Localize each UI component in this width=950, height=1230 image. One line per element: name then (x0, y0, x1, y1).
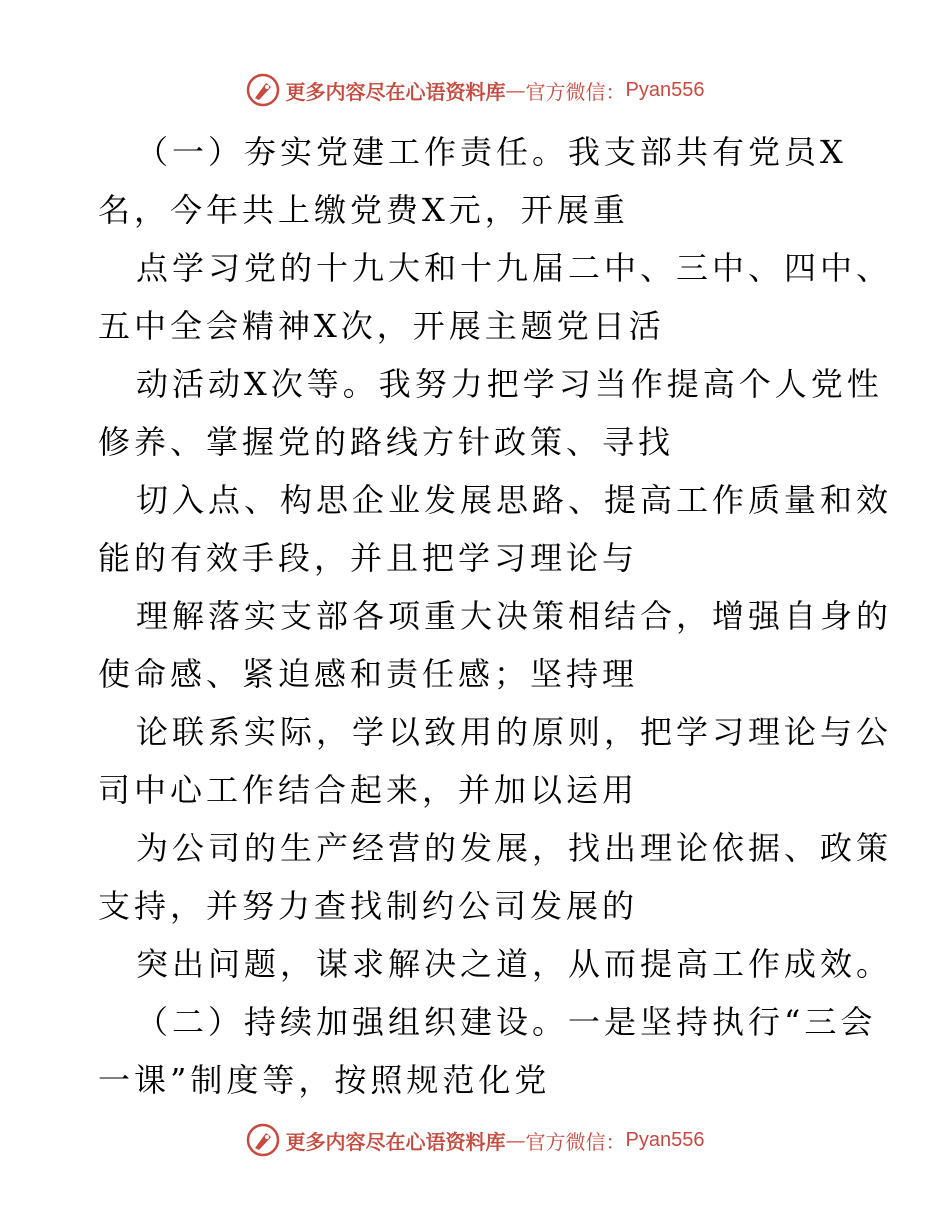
body-line: 修养、掌握党的路线方针政策、寻找 (98, 423, 675, 461)
banner-wechat-label: 官方微信： (525, 1129, 626, 1154)
banner-account: Pyan556 (625, 1128, 705, 1151)
body-line: 突出问题，谋求解决之道，从而提高工作成效。 (136, 945, 893, 983)
body-line: 点学习党的十九大和十九届二中、三中、四中、 (136, 249, 893, 287)
banner-separator: — (505, 1128, 526, 1152)
document-body (98, 123, 893, 1109)
body-line: 名，今年共上缴党费X元，开展重 (98, 191, 629, 229)
body-line: （一）夯实党建工作责任。我支部共有党员X (136, 133, 847, 171)
body-line: 使命感、紧迫感和责任感；坚持理 (98, 655, 639, 693)
banner-separator: — (505, 78, 526, 102)
banner-brand-text: 更多内容尽在心语资料库 (285, 1129, 506, 1154)
pen-nib-icon (246, 73, 280, 107)
body-line: 支持，并努力查找制约公司发展的 (98, 887, 639, 925)
footer-banner (0, 1120, 950, 1160)
body-line: 论联系实际，学以致用的原则，把学习理论与公 (136, 713, 893, 751)
banner-account: Pyan556 (625, 78, 705, 101)
body-line: 五中全会精神X次，开展主题党日活 (98, 307, 665, 345)
body-line: 一课”制度等，按照规范化党 (98, 1061, 551, 1099)
body-line: 司中心工作结合起来，并加以运用 (98, 771, 639, 809)
banner-brand-text: 更多内容尽在心语资料库 (285, 79, 506, 104)
pen-nib-icon (246, 1123, 280, 1157)
header-banner (0, 70, 950, 110)
body-line: 能的有效手段，并且把学习理论与 (98, 539, 639, 577)
body-line: 动活动X次等。我努力把学习当作提高个人党性 (136, 365, 883, 403)
body-line: 理解落实支部各项重大决策相结合，增强自身的 (136, 597, 893, 635)
body-line: （二）持续加强组织建设。一是坚持执行“三会 (136, 1003, 877, 1041)
body-line: 为公司的生产经营的发展，找出理论依据、政策 (136, 829, 893, 867)
body-line: 切入点、构思企业发展思路、提高工作质量和效 (136, 481, 893, 519)
banner-wechat-label: 官方微信： (525, 79, 626, 104)
